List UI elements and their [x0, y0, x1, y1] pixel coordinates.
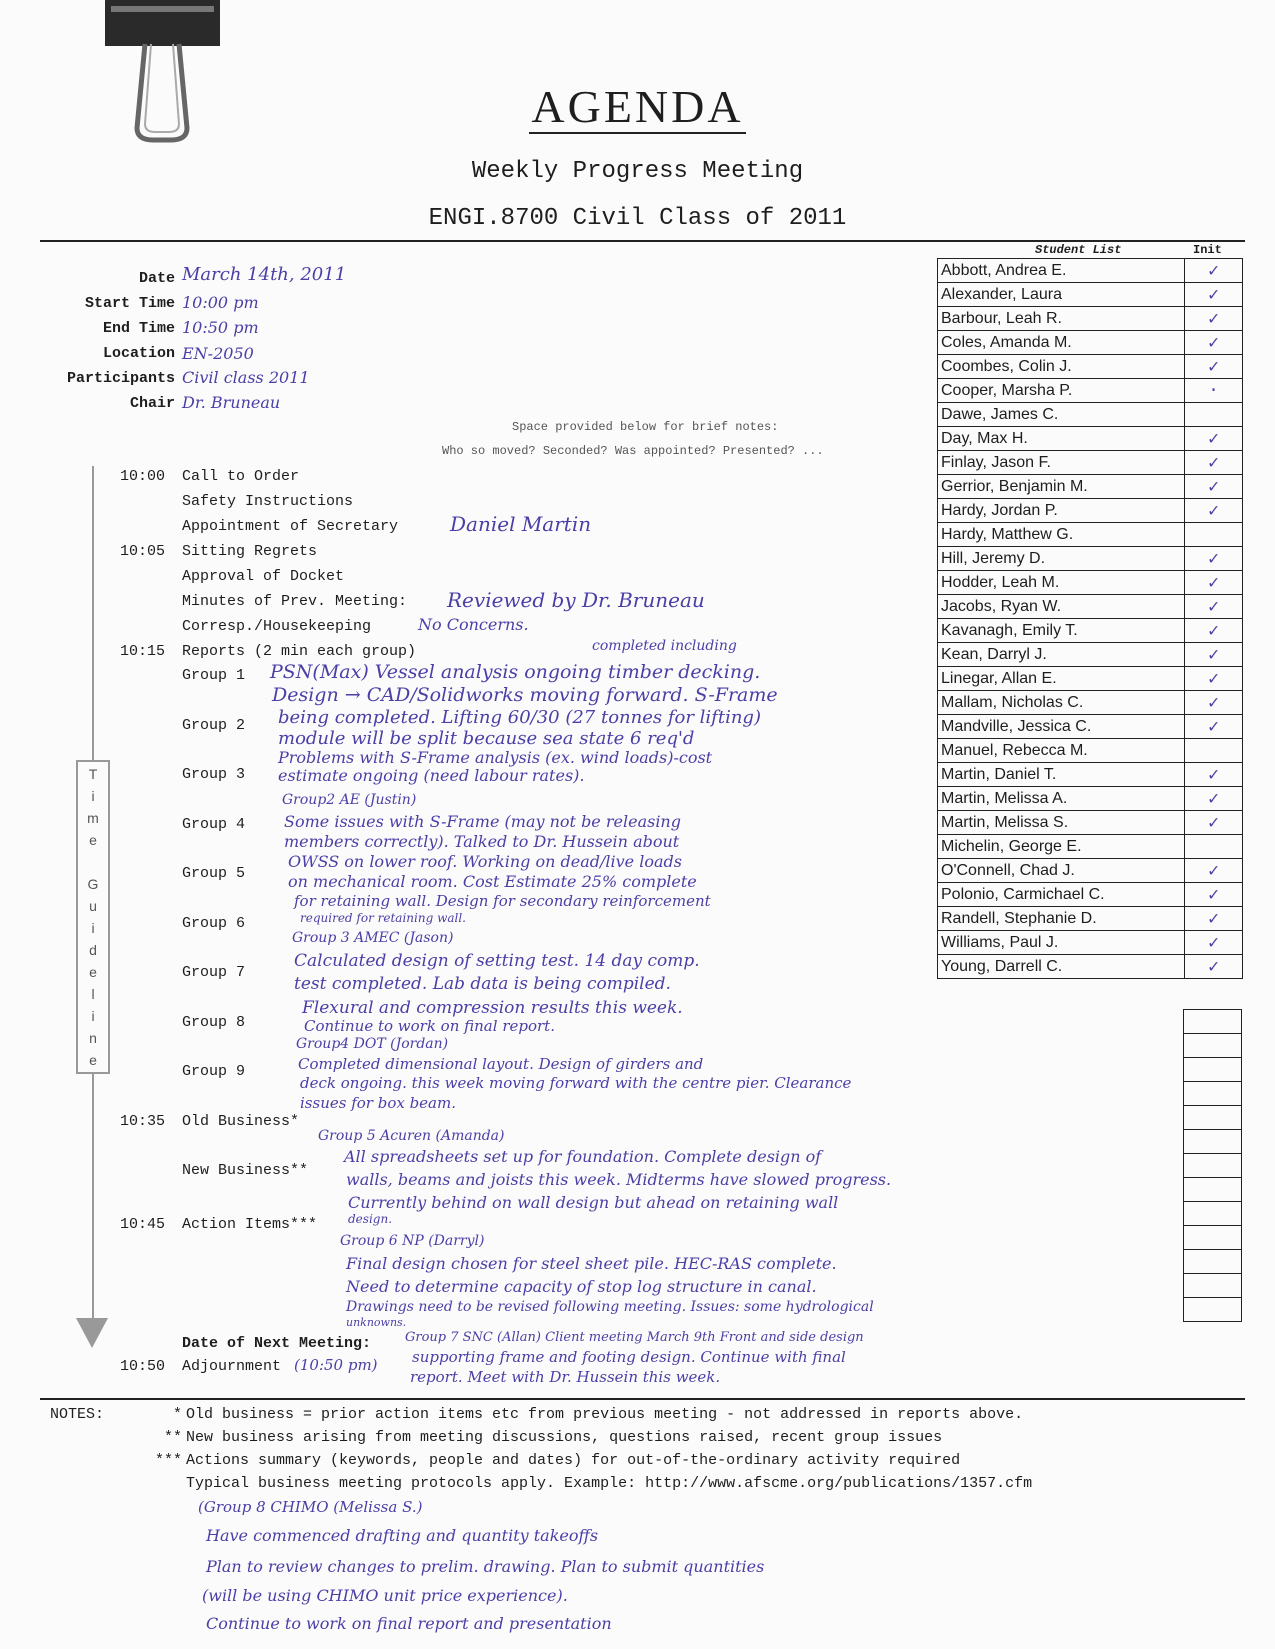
student-name: Hodder, Leah M.: [938, 571, 1185, 595]
note-line: (Group 8 CHIMO (Melissa S.): [198, 1498, 423, 1516]
empty-init-row: [1184, 1226, 1242, 1250]
initial-checkmark: ✓: [1185, 667, 1243, 691]
empty-init-cell: [1184, 1226, 1242, 1250]
student-name: Polonio, Carmichael C.: [938, 883, 1185, 907]
empty-init-row: [1184, 1082, 1242, 1106]
note-line: deck ongoing. this week moving forward with the centre pier. Clearance: [300, 1074, 852, 1092]
initial-checkmark: ✓: [1185, 307, 1243, 331]
empty-init-cell: [1184, 1178, 1242, 1202]
initial-checkmark: ✓: [1185, 451, 1243, 475]
note-line: estimate ongoing (need labour rates).: [278, 766, 585, 785]
note-line: Have commenced drafting and quantity takeoffs: [206, 1526, 599, 1545]
note-line: Plan to review changes to prelim. drawing. Plan to submit quantities: [206, 1557, 765, 1576]
group-label: Group 8: [182, 1014, 246, 1031]
student-row: [938, 331, 1243, 355]
footer-divider: [40, 1398, 1245, 1400]
note-line: Continue to work on final report and presentation: [206, 1614, 612, 1633]
student-row: [938, 523, 1243, 547]
student-name: Young, Darrell C.: [938, 955, 1185, 979]
initial-checkmark: ✓: [1185, 499, 1243, 523]
initial-checkmark: ✓: [1185, 883, 1243, 907]
note-line: report. Meet with Dr. Hussein this week.: [410, 1368, 721, 1386]
group-label: Group 5: [182, 865, 246, 882]
empty-init-cell: [1184, 1106, 1242, 1130]
chair-label: Chair: [129, 395, 175, 412]
student-name: Hill, Jeremy D.: [938, 547, 1185, 571]
student-row: [938, 595, 1243, 619]
note-line: test completed. Lab data is being compiled.: [294, 974, 671, 994]
empty-init-row: [1184, 1250, 1242, 1274]
student-name: Martin, Melissa A.: [938, 787, 1185, 811]
student-name: Martin, Melissa S.: [938, 811, 1185, 835]
agenda-time: 10:00: [120, 468, 166, 485]
empty-init-cell: [1184, 1034, 1242, 1058]
group-label: Group 1: [182, 667, 246, 684]
student-row: [938, 691, 1243, 715]
initial-checkmark: ✓: [1185, 331, 1243, 355]
student-name: Linegar, Allan E.: [938, 667, 1185, 691]
start-time-value: 10:00 pm: [182, 293, 259, 312]
agenda-item: Reports (2 min each group): [182, 643, 417, 660]
note-line: Design → CAD/Solidworks moving forward. S-Frame: [272, 684, 778, 706]
empty-init-cell: [1184, 1082, 1242, 1106]
student-name: Manuel, Rebecca M.: [938, 739, 1185, 763]
agenda-time: 10:15: [120, 643, 166, 660]
note-line: design.: [348, 1212, 393, 1226]
end-time-label: End Time: [102, 320, 175, 337]
agenda-item: Approval of Docket: [182, 568, 345, 585]
notes-label: NOTES:: [50, 1406, 105, 1423]
group-label: Group 7: [182, 964, 246, 981]
header-divider: [40, 240, 1245, 242]
note-line: supporting frame and footing design. Continue with final: [412, 1348, 846, 1366]
empty-init-row: [1184, 1058, 1242, 1082]
agenda-time: 10:05: [120, 543, 166, 560]
student-row: [938, 307, 1243, 331]
student-row: [938, 427, 1243, 451]
empty-init-cell: [1184, 1202, 1242, 1226]
group-label: Group 6: [182, 915, 246, 932]
agenda-item: Appointment of Secretary: [182, 518, 399, 535]
note-line: Group 6 NP (Darryl): [340, 1233, 485, 1249]
note-line: on mechanical room. Cost Estimate 25% complete: [288, 872, 697, 891]
initial-checkmark: ✓: [1185, 931, 1243, 955]
note-line: module will be split because sea state 6 req'd: [278, 728, 695, 749]
note-mark: *: [172, 1406, 182, 1423]
student-name: Martin, Daniel T.: [938, 763, 1185, 787]
note-line: Group2 AE (Justin): [282, 792, 417, 808]
student-name: Abbott, Andrea E.: [938, 259, 1185, 283]
student-name: Hardy, Jordan P.: [938, 499, 1185, 523]
note-line: (will be using CHIMO unit price experience).: [202, 1586, 568, 1605]
student-row: [938, 715, 1243, 739]
note-mark: **: [163, 1429, 182, 1446]
location-label: Location: [102, 345, 175, 362]
empty-init-row: [1184, 1010, 1242, 1034]
initial-checkmark: ✓: [1185, 571, 1243, 595]
agenda-time: 10:50: [120, 1358, 166, 1375]
empty-init-row: [1184, 1130, 1242, 1154]
student-row: [938, 643, 1243, 667]
student-row: [938, 403, 1243, 427]
agenda-item: Corresp./Housekeeping: [182, 618, 372, 635]
participants-label: Participants: [66, 370, 175, 387]
student-row: [938, 955, 1243, 979]
student-name: Day, Max H.: [938, 427, 1185, 451]
student-row: [938, 739, 1243, 763]
note-text: Actions summary (keywords, people and dates) for out-of-the-ordinary activity required: [186, 1452, 961, 1469]
agenda-item: Sitting Regrets: [182, 543, 318, 560]
reports-note: completed including: [592, 638, 737, 654]
empty-init-row: [1184, 1298, 1242, 1322]
note-line: Completed dimensional layout. Design of girders and: [298, 1055, 704, 1073]
note-line: issues for box beam.: [300, 1094, 456, 1112]
group-label: Group 3: [182, 766, 246, 783]
note-line: Problems with S-Frame analysis (ex. wind loads)-cost: [278, 748, 713, 767]
group-label: Group 4: [182, 816, 246, 833]
note-line: Calculated design of setting test. 14 day comp.: [294, 951, 700, 971]
student-name: Michelin, George E.: [938, 835, 1185, 859]
note-line: being completed. Lifting 60/30 (27 tonnes for lifting): [278, 707, 761, 728]
init-column-extension: [1183, 1009, 1242, 1322]
agenda-item: Action Items***: [182, 1216, 318, 1233]
initial-checkmark: [1185, 835, 1243, 859]
student-name: Coombes, Colin J.: [938, 355, 1185, 379]
notes-prompt-questions: Who so moved? Seconded? Was appointed? Presented? ...: [442, 444, 824, 458]
note-line: Group 5 Acuren (Amanda): [318, 1128, 505, 1144]
agenda-time: 10:35: [120, 1113, 166, 1130]
chair-value: Dr. Bruneau: [182, 393, 281, 412]
empty-init-row: [1184, 1202, 1242, 1226]
initial-checkmark: ✓: [1185, 643, 1243, 667]
note-line: Final design chosen for steel sheet pile. HEC-RAS complete.: [346, 1254, 837, 1273]
student-row: [938, 763, 1243, 787]
start-time-label: Start Time: [84, 295, 175, 312]
note-line: required for retaining wall.: [300, 911, 466, 925]
initial-checkmark: ✓: [1185, 787, 1243, 811]
empty-init-cell: [1184, 1154, 1242, 1178]
down-arrow-icon: [76, 1318, 108, 1348]
secretary-note: Daniel Martin: [450, 512, 592, 536]
group-label: Group 9: [182, 1063, 246, 1080]
initial-checkmark: ✓: [1185, 859, 1243, 883]
date-label: Date: [138, 270, 175, 287]
initial-checkmark: ✓: [1185, 427, 1243, 451]
student-row: [938, 355, 1243, 379]
location-value: EN-2050: [182, 344, 254, 363]
group-label: Group 2: [182, 717, 246, 734]
empty-init-row: [1184, 1034, 1242, 1058]
empty-init-cell: [1184, 1274, 1242, 1298]
initial-checkmark: ✓: [1185, 355, 1243, 379]
student-name: Williams, Paul J.: [938, 931, 1185, 955]
note-line: OWSS on lower roof. Working on dead/live loads: [288, 852, 682, 871]
student-row: [938, 811, 1243, 835]
student-name: Gerrior, Benjamin M.: [938, 475, 1185, 499]
initial-checkmark: ✓: [1185, 595, 1243, 619]
agenda-item: Date of Next Meeting:: [182, 1335, 372, 1352]
student-row: [938, 571, 1243, 595]
initial-checkmark: [1185, 739, 1243, 763]
note-line: Drawings need to be revised following meeting. Issues: some hydrological: [346, 1299, 874, 1315]
minutes-note: Reviewed by Dr. Bruneau: [447, 588, 705, 612]
note-line: Continue to work on final report.: [304, 1017, 555, 1035]
note-line: All spreadsheets set up for foundation. Complete design of: [344, 1147, 822, 1166]
notes-prompt: Space provided below for brief notes:: [512, 420, 779, 434]
course-title: ENGI.8700 Civil Class of 2011: [428, 205, 847, 232]
empty-init-cell: [1184, 1298, 1242, 1322]
note-text: New business arising from meeting discussions, questions raised, recent group issues: [186, 1429, 943, 1446]
note-text: Old business = prior action items etc from previous meeting - not addressed in reports above.: [186, 1406, 1024, 1423]
student-row: [938, 667, 1243, 691]
initial-checkmark: ✓: [1185, 619, 1243, 643]
student-row: [938, 259, 1243, 283]
student-name: Jacobs, Ryan W.: [938, 595, 1185, 619]
note-line: Need to determine capacity of stop log structure in canal.: [346, 1277, 817, 1296]
adjournment-note: (10:50 pm): [294, 1356, 378, 1374]
student-row: [938, 547, 1243, 571]
student-name: Mallam, Nicholas C.: [938, 691, 1185, 715]
student-row: [938, 499, 1243, 523]
student-row: [938, 931, 1243, 955]
note-line: Group 3 AMEC (Jason): [292, 930, 454, 946]
agenda-item: Safety Instructions: [182, 493, 354, 510]
empty-init-cell: [1184, 1058, 1242, 1082]
empty-init-cell: [1184, 1130, 1242, 1154]
empty-init-row: [1184, 1274, 1242, 1298]
agenda-time: 10:45: [120, 1216, 166, 1233]
student-name: Mandville, Jessica C.: [938, 715, 1185, 739]
initial-checkmark: [1185, 403, 1243, 427]
participants-value: Civil class 2011: [182, 368, 310, 387]
initial-checkmark: ✓: [1185, 283, 1243, 307]
note-line: Group4 DOT (Jordan): [296, 1036, 449, 1052]
agenda-item: Adjournment: [182, 1358, 282, 1375]
initial-checkmark: ✓: [1185, 763, 1243, 787]
initial-checkmark: ✓: [1185, 691, 1243, 715]
empty-init-row: [1184, 1178, 1242, 1202]
date-value: March 14th, 2011: [182, 264, 347, 285]
student-name: Kean, Darryl J.: [938, 643, 1185, 667]
note-line: PSN(Max) Vessel analysis ongoing timber decking.: [270, 661, 761, 683]
note-line: members correctly). Talked to Dr. Hussein about: [284, 832, 680, 851]
note-line: Currently behind on wall design but ahead on retaining wall: [348, 1193, 839, 1212]
student-row: [938, 883, 1243, 907]
agenda-item: Call to Order: [182, 468, 300, 485]
empty-init-cell: [1184, 1250, 1242, 1274]
student-name: Dawe, James C.: [938, 403, 1185, 427]
note-line: Flexural and compression results this week.: [302, 998, 683, 1018]
empty-init-row: [1184, 1106, 1242, 1130]
agenda-item: New Business**: [182, 1162, 309, 1179]
initial-checkmark: ✓: [1185, 811, 1243, 835]
end-time-value: 10:50 pm: [182, 318, 259, 337]
student-name: Cooper, Marsha P.: [938, 379, 1185, 403]
student-list-header: Student List: [1035, 243, 1122, 257]
student-row: [938, 619, 1243, 643]
initial-checkmark: ✓: [1185, 259, 1243, 283]
note-line: walls, beams and joists this week. Midterms have slowed progress.: [346, 1170, 892, 1189]
initial-checkmark: ·: [1185, 379, 1243, 403]
initial-checkmark: ✓: [1185, 907, 1243, 931]
note-line: Some issues with S-Frame (may not be releasing: [284, 812, 681, 831]
student-name: Alexander, Laura: [938, 283, 1185, 307]
student-row: [938, 283, 1243, 307]
student-name: Coles, Amanda M.: [938, 331, 1185, 355]
student-name: O'Connell, Chad J.: [938, 859, 1185, 883]
agenda-item: Old Business*: [182, 1113, 300, 1130]
empty-init-row: [1184, 1154, 1242, 1178]
student-row: [938, 859, 1243, 883]
note-mark: ***: [154, 1452, 182, 1469]
meeting-subtitle: Weekly Progress Meeting: [471, 158, 804, 185]
student-name: Hardy, Matthew G.: [938, 523, 1185, 547]
page-title: AGENDA: [531, 81, 744, 132]
init-header: Init: [1193, 243, 1222, 257]
initial-checkmark: ✓: [1185, 547, 1243, 571]
student-name: Barbour, Leah R.: [938, 307, 1185, 331]
initial-checkmark: ✓: [1185, 475, 1243, 499]
student-row: [938, 907, 1243, 931]
empty-init-cell: [1184, 1010, 1242, 1034]
note-line: for retaining wall. Design for secondary reinforcement: [294, 892, 711, 910]
note-text: Typical business meeting protocols apply. Example: http://www.afscme.org/publications/1357.cfm: [186, 1475, 1033, 1492]
note-line: unknowns.: [346, 1316, 407, 1329]
student-name: Kavanagh, Emily T.: [938, 619, 1185, 643]
initial-checkmark: ✓: [1185, 715, 1243, 739]
initial-checkmark: ✓: [1185, 955, 1243, 979]
housekeeping-note: No Concerns.: [418, 615, 529, 634]
student-row: [938, 451, 1243, 475]
student-row: [938, 835, 1243, 859]
student-roster-table: [937, 258, 1243, 979]
agenda-item: Minutes of Prev. Meeting:: [182, 593, 408, 610]
student-row: [938, 787, 1243, 811]
student-row: [938, 475, 1243, 499]
student-row: [938, 379, 1243, 403]
time-guideline-label: T i m e G u i d e l i n e: [76, 760, 110, 1074]
note-line: Group 7 SNC (Allan) Client meeting March 9th Front and side design: [405, 1330, 864, 1345]
initial-checkmark: [1185, 523, 1243, 547]
student-name: Finlay, Jason F.: [938, 451, 1185, 475]
student-name: Randell, Stephanie D.: [938, 907, 1185, 931]
